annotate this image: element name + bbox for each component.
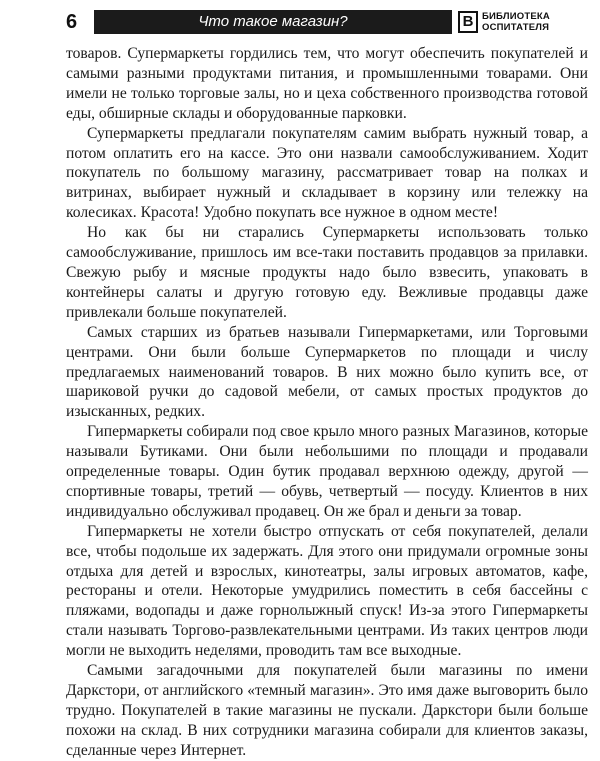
- paragraph: Самых старших из братьев называли Гипермаркетами, или Торговыми центрами. Они были больше Супермаркетов по площади и числу предлагаемых наименований товаров. В них можно было купить все, от шариковой ручки до садовой мебели, от самых простых продуктов до изысканных, редких.: [66, 323, 588, 421]
- page-number: 6: [66, 11, 78, 33]
- page-header: [66, 10, 588, 34]
- paragraph: товаров. Супермаркеты гордились тем, что могут обеспечить покупателей и самыми разными продуктами питания, и промышленными товарами. Они имели не только торговые залы, но и цеха собственного производства готовой еды, обширные склады и оборудованные парковки.: [66, 45, 588, 122]
- logo-mark: В: [458, 11, 478, 33]
- paragraph: Супермаркеты предлагали покупателям самим выбрать нужный товар, а потом оплатить его на кассе. Это они назвали самообслуживанием. Ходит покупатель по большому магазину, рассматривает товар на полках и витринах, выбирает нужный и складывает в корзину или тележку на колесиках. Красота! Удобно покупать все нужное в одном месте!: [66, 124, 588, 222]
- logo-line-1: БИБЛИОТЕКА: [482, 11, 550, 22]
- body-text: [66, 44, 588, 761]
- series-logo: [458, 10, 588, 34]
- logo-line-2: ОСПИТАТЕЛЯ: [482, 22, 550, 33]
- paragraph: Гипермаркеты не хотели быстро отпускать от себя покупателей, делали все, чтобы подольше их задержать. Для этого они придумали огромные зоны отдыха для детей и взрослых, кинотеатры, залы игровых автоматов, кафе, рестораны и отели. Некоторые умудрились поместить в себя бассейны с пляжами, водопады и даже горнолыжный спуск! Из-за этого Гипермаркеты стали называть Торгово-развлекательными центрами. Из таких центров люди могли не выходить неделями, проводить там все выходные.: [66, 522, 588, 660]
- paragraph: Но как бы ни старались Супермаркеты использовать только самообслуживание, пришлось им все-таки поставить продавцов за прилавки. Свежую рыбу и мясные продукты надо было взвесить, упаковать в контейнеры салаты и другую готовую еду. Вежливые продавцы даже привлекали больше покупателей.: [66, 224, 588, 321]
- logo-text: [482, 11, 550, 33]
- paragraph: Самыми загадочными для покупателей были магазины по имени Даркстори, от английского «темный магазин». Это имя даже выговорить было трудно. Покупателей в такие магазины не пускали. Даркстори были больше похожи на склад. В них сотрудники магазина собирали для клиентов заказы, сделанные через Интернет.: [66, 662, 588, 759]
- chapter-title: Что такое магазин?: [94, 10, 452, 34]
- paragraph: Гипермаркеты собирали под свое крыло много разных Магазинов, которые называли Бутиками. Они были небольшими по площади и продавали определенные товары. Один бутик продавал верхнюю одежду, другой — спортивные товары, третий — обувь, четвертый — посуду. Клиентов в них индивидуально обслуживал продавец. Он же брал и деньги за товар.: [66, 423, 588, 520]
